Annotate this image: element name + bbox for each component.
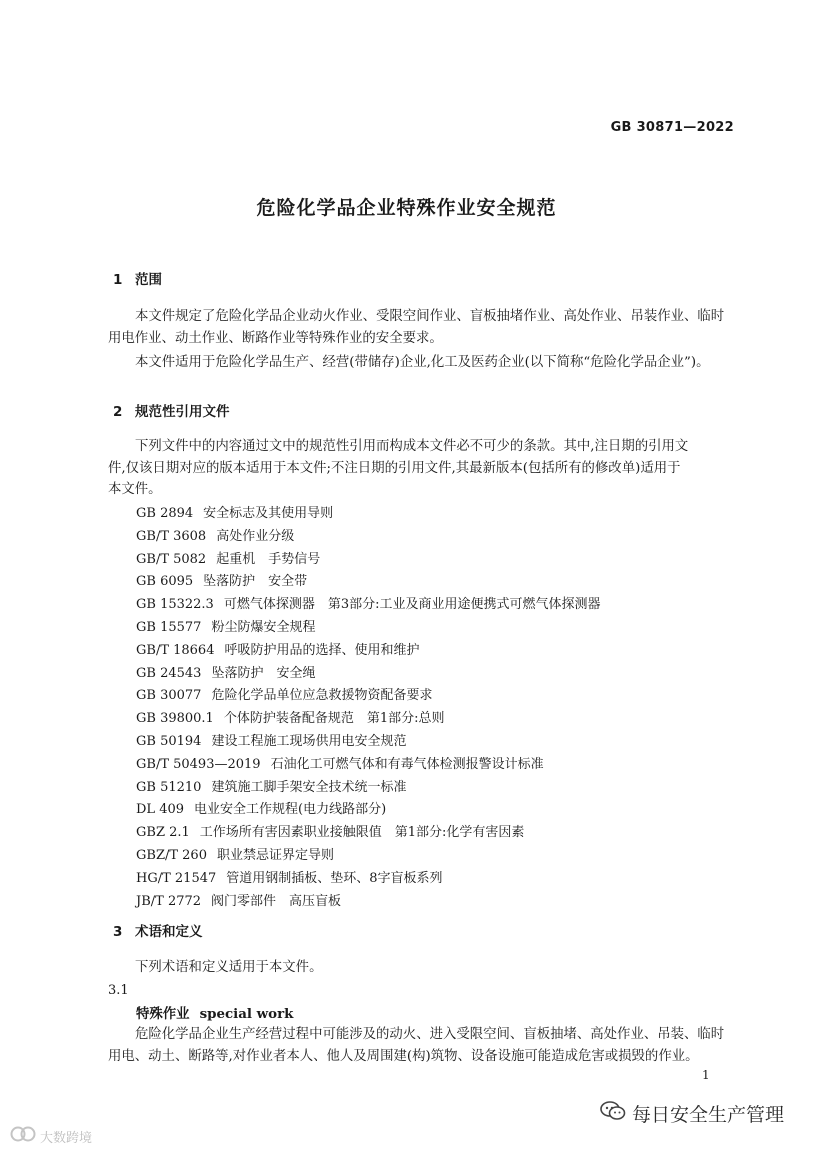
reference-title: 危险化学品单位应急救援物资配备要求 xyxy=(211,688,433,704)
term-cn: 特殊作业 xyxy=(136,1006,190,1022)
reference-code: DL 409 xyxy=(136,802,185,818)
reference-code: GB/T 3608 xyxy=(136,528,207,544)
reference-title: 安全标志及其使用导则 xyxy=(203,506,334,521)
reference-code: JB/T 2772 xyxy=(136,893,202,909)
text-line: 用电作业、动土作业、断路作业等特殊作业的安全要求。 xyxy=(108,330,443,346)
reference-code: GBZ/T 260 xyxy=(136,847,207,863)
reference-title: 管道用钢制插板、垫环、8字盲板系列 xyxy=(226,870,443,886)
reference-code: GB 30077 xyxy=(136,688,202,704)
reference-item xyxy=(136,640,601,663)
reference-item xyxy=(136,708,601,731)
term-definition xyxy=(108,1024,728,1067)
reference-title: 起重机 手势信号 xyxy=(216,551,321,567)
reference-title: 建设工程施工现场供用电安全规范 xyxy=(211,733,407,749)
reference-item xyxy=(136,731,601,754)
reference-item xyxy=(136,594,601,617)
reference-title: 职业禁忌证界定导则 xyxy=(216,847,334,863)
reference-item xyxy=(136,526,601,549)
wechat-watermark xyxy=(600,1100,784,1127)
section-number: 1 xyxy=(113,272,123,288)
reference-title: 石油化工可燃气体和有毒气体检测报警设计标准 xyxy=(270,756,544,772)
reference-code: GB 2894 xyxy=(136,506,194,521)
section-number: 3 xyxy=(113,924,123,940)
reference-item xyxy=(136,891,601,914)
reference-code: GB 15322.3 xyxy=(136,597,214,613)
section-title: 规范性引用文件 xyxy=(135,404,230,420)
reference-item xyxy=(136,685,601,708)
term-number: 3.1 xyxy=(108,983,129,998)
section-2-intro xyxy=(108,436,728,501)
section-1-heading xyxy=(113,268,162,288)
reference-title: 坠落防护 安全带 xyxy=(203,574,308,590)
reference-title: 阀门零部件 高压盲板 xyxy=(211,893,342,909)
text-line: 本文件规定了危险化学品企业动火作业、受限空间作业、盲板抽堵作业、高处作业、吊装作业、临时 xyxy=(135,309,725,324)
reference-item xyxy=(136,503,601,526)
reference-title: 个体防护装备配备规范 第1部分:总则 xyxy=(223,711,445,727)
text-line: 本文件。 xyxy=(108,482,162,497)
reference-title: 建筑施工脚手架安全技术统一标准 xyxy=(211,779,407,795)
text-line: 件,仅该日期对应的版本适用于本文件;不注日期的引用文件,其最新版本(包括所有的修改单)适用于 xyxy=(108,460,681,476)
section-title: 范围 xyxy=(135,272,162,288)
reference-title: 电业安全工作规程(电力线路部分) xyxy=(194,802,387,818)
reference-item xyxy=(136,822,601,845)
reference-title: 呼吸防护用品的选择、使用和维护 xyxy=(224,642,420,658)
reference-item xyxy=(136,845,601,868)
standard-code: GB 30871—2022 xyxy=(610,120,734,135)
text-line: 本文件适用于危险化学品生产、经营(带储存)企业,化工及医药企业(以下简称“危险化学品企业”)。 xyxy=(135,355,710,370)
wechat-account-name: 每日安全生产管理 xyxy=(632,1104,785,1126)
reference-item xyxy=(136,549,601,572)
reference-code: GB/T 50493—2019 xyxy=(136,756,261,772)
reference-code: GB 6095 xyxy=(136,574,194,590)
section-number: 2 xyxy=(113,404,123,420)
reference-code: GB 39800.1 xyxy=(136,711,214,727)
reference-title: 可燃气体探测器 第3部分:工业及商业用途便携式可燃气体探测器 xyxy=(223,597,601,613)
reference-title: 粉尘防爆安全规程 xyxy=(211,619,316,635)
reference-code: GB 24543 xyxy=(136,665,202,681)
section-2-heading xyxy=(113,400,230,420)
page-number: 1 xyxy=(702,1068,710,1082)
reference-item xyxy=(136,663,601,686)
text-line: 下列文件中的内容通过文中的规范性引用而构成本文件必不可少的条款。其中,注日期的引用文 xyxy=(135,439,689,454)
watermark-logo-icon xyxy=(10,1125,36,1147)
reference-code: GB 15577 xyxy=(136,619,202,635)
term-en: special work xyxy=(199,1006,294,1022)
reference-item xyxy=(136,799,601,822)
watermark-text: 大数跨境 xyxy=(40,1130,93,1146)
reference-list xyxy=(136,503,601,913)
text-line: 用电、动土、断路等,对作业者本人、他人及周围建(构)筑物、设备设施可能造成危害或损毁的作业。 xyxy=(108,1048,699,1064)
reference-code: GB/T 18664 xyxy=(136,642,215,658)
section-3-heading xyxy=(113,920,203,940)
wechat-icon xyxy=(600,1100,626,1127)
section-title: 术语和定义 xyxy=(135,924,203,940)
reference-title: 高处作业分级 xyxy=(216,528,295,544)
reference-title: 工作场所有害因素职业接触限值 第1部分:化学有害因素 xyxy=(199,825,525,841)
term-name xyxy=(136,1003,293,1022)
section-1-paragraph-1 xyxy=(108,306,728,349)
reference-item xyxy=(136,777,601,800)
section-1-paragraph-2 xyxy=(108,352,728,374)
reference-item xyxy=(136,754,601,777)
text-line: 危险化学品企业生产经营过程中可能涉及的动火、进入受限空间、盲板抽堵、高处作业、吊装、临时 xyxy=(135,1027,725,1042)
reference-code: GBZ 2.1 xyxy=(136,825,190,841)
left-watermark xyxy=(10,1125,92,1147)
reference-code: HG/T 21547 xyxy=(136,870,217,886)
reference-code: GB 50194 xyxy=(136,733,202,749)
reference-item xyxy=(136,571,601,594)
text-line: 下列术语和定义适用于本文件。 xyxy=(135,960,323,975)
document-title: 危险化学品企业特殊作业安全规范 xyxy=(256,197,557,219)
reference-code: GB 51210 xyxy=(136,779,202,795)
reference-item xyxy=(136,868,601,891)
reference-item xyxy=(136,617,601,640)
reference-code: GB/T 5082 xyxy=(136,551,207,567)
section-3-intro xyxy=(108,957,728,979)
reference-title: 坠落防护 安全绳 xyxy=(211,665,316,681)
